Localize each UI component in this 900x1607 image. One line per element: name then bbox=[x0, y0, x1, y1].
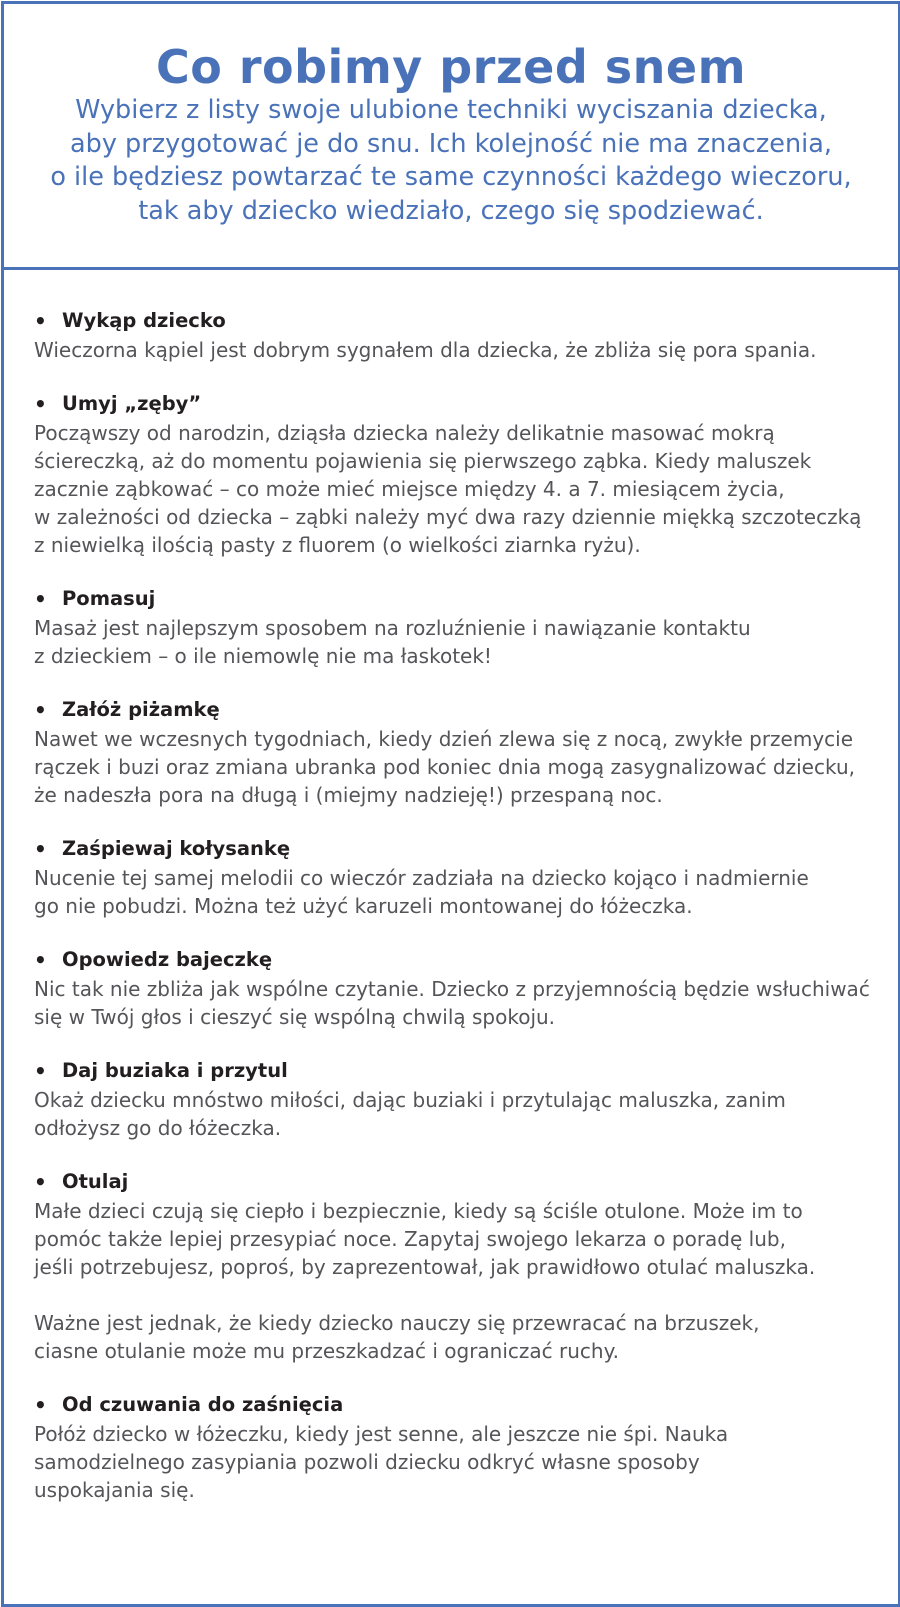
bullet-icon: • bbox=[34, 392, 47, 416]
item-text: Nawet we wczesnych tygodniach, kiedy dzień zlewa się z nocą, zwykłe przemycie rączek i buzi oraz zmiana ubranka pod koniec dnia mogą zasygnalizować dziecku, że nadeszła pora na długą i (miejmy nadzieję!) przespaną noc. bbox=[34, 727, 855, 807]
list-item bbox=[34, 1056, 884, 1142]
item-heading: Opowiedz bajeczkę bbox=[62, 948, 273, 971]
item-heading-row bbox=[34, 1056, 884, 1086]
bullet-icon: • bbox=[34, 837, 47, 861]
item-heading-row bbox=[34, 306, 884, 336]
bullet-icon: • bbox=[34, 948, 47, 972]
list-item bbox=[34, 945, 884, 1031]
tips-list bbox=[34, 306, 884, 1529]
item-text: Nic tak nie zbliża jak wspólne czytanie. Dziecko z przyjemnością będzie wsłuchiwać się w Twój głos i cieszyć się wspólną chwilą spokoju. bbox=[34, 977, 870, 1029]
item-heading: Od czuwania do zaśnięcia bbox=[62, 1393, 344, 1416]
bullet-icon: • bbox=[34, 587, 47, 611]
bullet-icon: • bbox=[34, 1059, 47, 1083]
bullet-icon: • bbox=[34, 698, 47, 722]
item-heading-row bbox=[34, 584, 884, 614]
item-heading-row bbox=[34, 695, 884, 725]
list-item bbox=[34, 1390, 884, 1504]
header-section bbox=[4, 4, 898, 270]
item-heading-row bbox=[34, 834, 884, 864]
bullet-icon: • bbox=[34, 309, 47, 333]
item-text: Wieczorna kąpiel jest dobrym sygnałem dla dziecka, że zbliża się pora spania. bbox=[34, 338, 817, 362]
item-heading: Pomasuj bbox=[62, 587, 156, 610]
list-item bbox=[34, 695, 884, 809]
page-title: Co robimy przed snem bbox=[155, 40, 747, 94]
item-heading-row bbox=[34, 389, 884, 419]
item-heading: Daj buziaka i przytul bbox=[62, 1059, 288, 1082]
item-heading-row bbox=[34, 1167, 884, 1197]
page-subtitle: Wybierz z listy swoje ulubione techniki wyciszania dziecka, aby przygotować je do snu. Ich kolejność nie ma znaczenia, o ile będziesz powtarzać te same czynności każdego wieczoru, tak aby dziecko wiedziało, czego się spodziewać. bbox=[50, 95, 852, 226]
bullet-icon: • bbox=[34, 1393, 47, 1417]
list-item bbox=[34, 1167, 884, 1365]
item-text: Masaż jest najlepszym sposobem na rozluźnienie i nawiązanie kontaktu z dzieckiem – o ile niemowlę nie ma łaskotek! bbox=[34, 616, 751, 668]
list-item bbox=[34, 584, 884, 670]
list-item bbox=[34, 389, 884, 559]
item-heading: Otulaj bbox=[62, 1170, 129, 1193]
item-text: Okaż dziecku mnóstwo miłości, dając buziaki i przytulając maluszka, zanim odłożysz go do łóżeczka. bbox=[34, 1088, 786, 1140]
item-text: Ważne jest jednak, że kiedy dziecko nauczy się przewracać na brzuszek, ciasne otulanie może mu przeszkadzać i ograniczać ruchy. bbox=[34, 1311, 760, 1363]
item-text: Począwszy od narodzin, dziąsła dziecka należy delikatnie masować mokrą ściereczką, aż do momentu pojawienia się pierwszego ząbka. Kiedy maluszek zacznie ząbkować – co może mieć miejsce między 4. a 7. miesiącem życia, w zależności od dziecka – ząbki należy myć dwa razy dziennie miękką szczoteczką z niewielką ilością pasty z fluorem (o wielkości ziarnka ryżu). bbox=[34, 421, 862, 557]
list-item bbox=[34, 306, 884, 364]
item-heading: Załóż piżamkę bbox=[62, 698, 220, 721]
bullet-icon: • bbox=[34, 1170, 47, 1194]
item-heading-row bbox=[34, 1390, 884, 1420]
item-heading: Umyj „zęby” bbox=[62, 392, 202, 415]
item-text: Połóż dziecko w łóżeczku, kiedy jest senne, ale jeszcze nie śpi. Nauka samodzielnego zasypiania pozwoli dziecku odkryć własne sposoby uspokajania się. bbox=[34, 1422, 729, 1502]
item-text: Nucenie tej samej melodii co wieczór zadziała na dziecko kojąco i nadmiernie go nie pobudzi. Można też użyć karuzeli montowanej do łóżeczka. bbox=[34, 866, 809, 918]
list-item bbox=[34, 834, 884, 920]
item-heading: Wykąp dziecko bbox=[62, 309, 226, 332]
item-heading-row bbox=[34, 945, 884, 975]
item-text: Małe dzieci czują się ciepło i bezpiecznie, kiedy są ściśle otulone. Może im to pomóc także lepiej przesypiać noce. Zapytaj swojego lekarza o poradę lub, jeśli potrzebujesz, poproś, by zaprezentował, jak prawidłowo otulać maluszka. bbox=[34, 1199, 816, 1279]
item-heading: Zaśpiewaj kołysankę bbox=[62, 837, 291, 860]
document-card bbox=[1, 1, 900, 1607]
